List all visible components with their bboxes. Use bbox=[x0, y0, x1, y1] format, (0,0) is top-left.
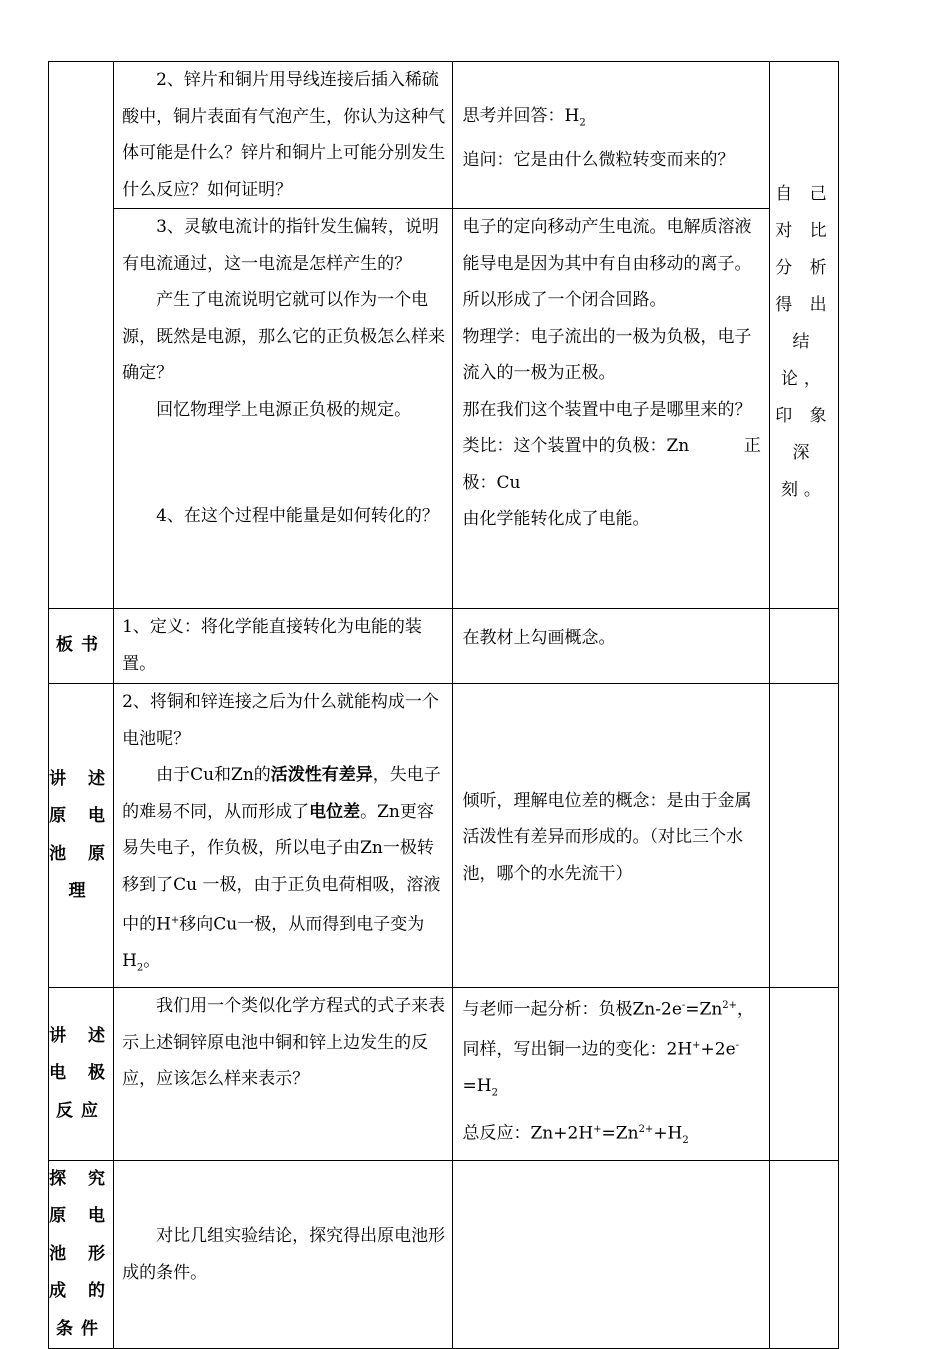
teacher-text: 3、灵敏电流计的指针发生偏转，说明有电流通过，这一电流是怎样产生的？ bbox=[122, 217, 439, 274]
student-activity-cell bbox=[452, 609, 769, 684]
student-text: 与老师一起分析：负极$Zn-2e^-=Zn^{2+}$， bbox=[462, 999, 755, 1020]
teacher-activity-cell bbox=[114, 209, 452, 609]
student-text: 极：Cu bbox=[462, 472, 521, 493]
table-row bbox=[49, 1160, 839, 1349]
table-row bbox=[49, 684, 839, 988]
teacher-text: 4、在这个过程中能量是如何转化的？ bbox=[156, 506, 439, 526]
teacher-text: 产生了电流说明它就可以作为一个电源，既然是电源，那么它的正负极怎么样来确定？ bbox=[122, 290, 446, 383]
teacher-text: 2、将铜和锌连接之后为什么就能构成一个电池呢？ bbox=[122, 692, 439, 749]
student-text: 由化学能转化成了电能。 bbox=[462, 509, 650, 529]
section-label: 探 究 原 电 池 形 成 的 条件 bbox=[49, 1160, 114, 1349]
student-text: 思考并回答：$H_2$ bbox=[462, 106, 586, 129]
design-intent-cell bbox=[769, 62, 838, 609]
student-text: 倾听，理解电位差的概念：是由于金属活泼性有差异而形成的。（对比三个水池，哪个的水先流干） bbox=[462, 790, 752, 884]
teacher-text: 2、锌片和铜片用导线连接后插入稀硫酸中，铜片表面有气泡产生，你认为这种气体可能是什么？锌片和铜片上可能分别发生什么反应？如何证明？ bbox=[122, 70, 446, 200]
student-activity-cell bbox=[452, 209, 769, 609]
student-activity-cell bbox=[452, 684, 769, 988]
design-intent-cell bbox=[769, 988, 838, 1161]
intent-line: 对 比 bbox=[775, 220, 833, 241]
teacher-activity-cell bbox=[114, 988, 452, 1161]
teacher-activity-cell bbox=[114, 1160, 452, 1349]
teacher-activity-cell bbox=[114, 62, 452, 209]
student-text: 追问：它是由什么微粒转变而来的？ bbox=[462, 149, 735, 170]
intent-line: 得 出 bbox=[775, 294, 833, 315]
lesson-plan-table bbox=[48, 61, 839, 1349]
teacher-text: 对比几组实验结论，探究得出原电池形成的条件。 bbox=[122, 1226, 446, 1283]
design-intent-cell bbox=[769, 684, 838, 988]
table-row bbox=[49, 609, 839, 684]
design-intent-cell bbox=[769, 1160, 838, 1349]
student-text: 所以形成了一个闭合回路。 bbox=[462, 290, 667, 310]
section-label: 讲 述 原 电 池 原 理 bbox=[49, 684, 114, 988]
student-text: 物理学：电子流出的一极为负极，电子流入的一极为正极。 bbox=[462, 326, 752, 383]
student-activity-cell bbox=[452, 1160, 769, 1349]
teacher-text: 由于Cu和Zn的活泼性有差异，失电子的难易不同，从而形成了电位差。Zn更容易失电子，作负极，所以电子由Zn一极转移到了Cu 一极，由于正负电荷相吸，溶液中的H+移向Cu一极，从而得到电子变为$H_2$。 bbox=[122, 765, 441, 974]
table-row bbox=[49, 988, 839, 1161]
intent-line: 印 象 bbox=[775, 405, 833, 426]
intent-line: 深刻。 bbox=[780, 442, 827, 500]
student-text: 总反应：$Zn+2H^+=Zn^{2+}+H_2$ bbox=[462, 1123, 689, 1147]
teacher-activity-cell bbox=[114, 684, 452, 988]
student-text: 同样，写出铜一边的变化：$2H^++2e^-=H_2$ bbox=[462, 1039, 740, 1099]
student-text: 在教材上勾画概念。 bbox=[462, 628, 616, 648]
table-row bbox=[49, 209, 839, 609]
teacher-text: 1、定义：将化学能直接转化为电能的装置。 bbox=[122, 617, 422, 674]
student-text: 电子的定向移动产生电流。电解质溶液能导电是因为其中有自由移动的离子。 bbox=[462, 217, 752, 274]
student-text: 类比：这个装置中的负极：Zn 正 bbox=[462, 436, 761, 456]
table-row bbox=[49, 62, 839, 209]
intent-line: 分 析 bbox=[775, 257, 833, 278]
label-cell-empty bbox=[49, 62, 114, 609]
student-activity-cell bbox=[452, 62, 769, 209]
teacher-activity-cell bbox=[114, 609, 452, 684]
section-label: 讲 述 电 极 反应 bbox=[49, 988, 114, 1161]
design-intent-cell bbox=[769, 609, 838, 684]
teacher-text: 回忆物理学上电源正负极的规定。 bbox=[156, 399, 412, 420]
student-text: 那在我们这个装置中电子是哪里来的？ bbox=[462, 399, 752, 420]
teacher-text: 我们用一个类似化学方程式的式子来表示上述铜锌原电池中铜和锌上边发生的反应，应该怎么样来表示？ bbox=[122, 996, 446, 1090]
intent-line: 自 己 bbox=[775, 183, 833, 204]
student-activity-cell bbox=[452, 988, 769, 1161]
section-label: 板书 bbox=[49, 609, 114, 684]
intent-line: 结论， bbox=[780, 331, 827, 389]
